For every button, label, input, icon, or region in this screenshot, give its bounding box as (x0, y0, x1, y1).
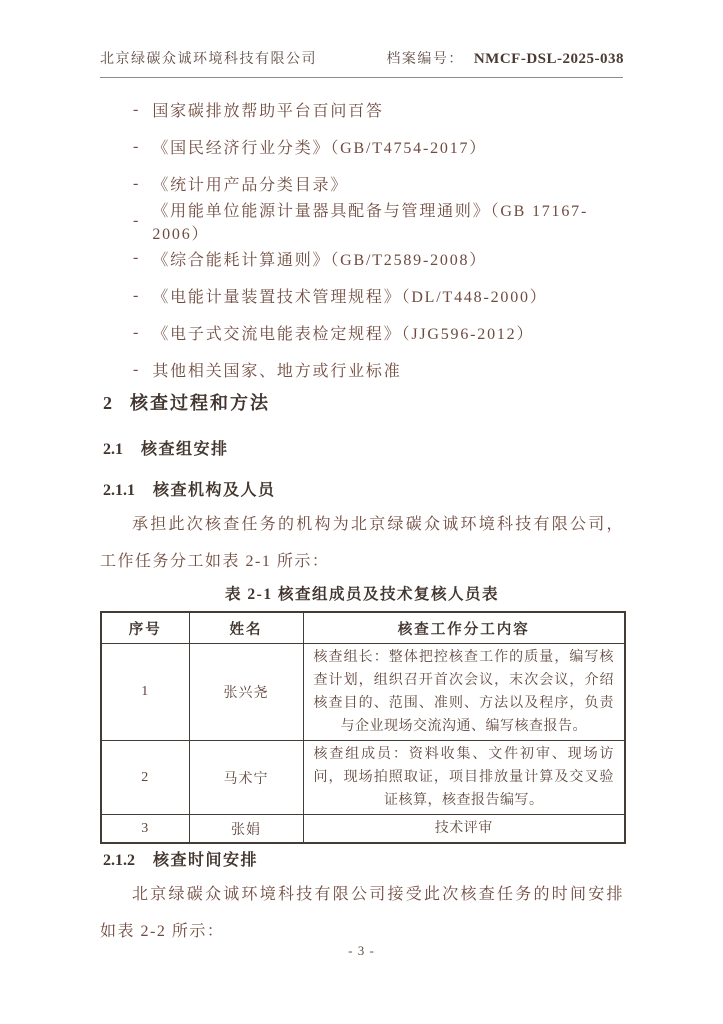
section-heading-2-1-2 (103, 847, 258, 870)
table-row (101, 815, 625, 844)
section-title: 核查组安排 (141, 441, 229, 458)
paragraph-time-line2: 如表 2-2 所示： (100, 923, 225, 940)
verification-team-table (100, 611, 626, 844)
table-caption: 表 2-1 核查组成员及技术复核人员表 (225, 586, 499, 603)
paragraph-org-line2: 工作任务分工如表 2-1 所示： (100, 553, 330, 570)
list-dash-icon: - (133, 249, 139, 267)
header-divider (100, 77, 623, 78)
reference-item (133, 240, 633, 277)
cell-no: 1 (101, 644, 189, 741)
cell-duty: 技术评审 (303, 815, 625, 844)
list-dash-icon: - (133, 212, 139, 230)
column-header-no: 序号 (101, 612, 189, 644)
table-row (101, 741, 625, 815)
reference-item (133, 91, 633, 128)
company-name: 北京绿碳众诚环境科技有限公司 (100, 52, 317, 67)
reference-item-text: 《电能计量装置技术管理规程》（DL/T448-2000） (152, 289, 548, 307)
archive-label: 档案编号： (386, 52, 464, 67)
reference-item-text: 《用能单位能源计量器具配备与管理通则》（GB 17167-2006） (152, 203, 589, 244)
cell-duty: 核查组长：整体把控核查工作的质量，编写核查计划，组织召开首次会议，末次会议，介绍核查目的、范围、准则、方法以及程序，负责与企业现场交流沟通、编写核查报告。 (303, 644, 625, 741)
section-number: 2 (103, 393, 112, 413)
cell-name: 张娟 (189, 815, 303, 844)
list-dash-icon: - (133, 137, 139, 155)
page-header (100, 48, 624, 68)
list-dash-icon: - (133, 100, 139, 118)
section-heading-2-1 (103, 436, 229, 459)
cell-duty: 核查组成员：资料收集、文件初审、现场访问，现场拍照取证，项目排放量计算及交叉验证核算，核查报告编写。 (303, 741, 625, 815)
cell-name: 张兴尧 (189, 644, 303, 741)
reference-item-text: 《统计用产品分类目录》 (152, 177, 349, 195)
column-header-duty: 核查工作分工内容 (303, 612, 625, 644)
list-dash-icon: - (133, 286, 139, 304)
column-header-name: 姓名 (189, 612, 303, 644)
archive-number-group (386, 48, 624, 68)
cell-name: 马术宁 (189, 741, 303, 815)
cell-no: 3 (101, 815, 189, 844)
page-number: - 3 - (348, 943, 375, 958)
list-dash-icon: - (133, 323, 139, 341)
table-header-row (101, 612, 625, 644)
archive-number: NMCF-DSL-2025-038 (473, 51, 624, 67)
section-title: 核查时间安排 (153, 852, 259, 869)
reference-item-text: 其他相关国家、地方或行业标准 (152, 363, 402, 381)
section-number: 2.1.2 (103, 852, 135, 869)
table-row (101, 644, 625, 741)
section-heading-2 (103, 389, 270, 415)
reference-item (133, 203, 633, 244)
section-title: 核查机构及人员 (153, 482, 276, 499)
reference-item-text: 《国民经济行业分类》（GB/T4754-2017） (152, 140, 488, 158)
reference-item (133, 128, 633, 165)
reference-list (133, 91, 633, 389)
section-heading-2-1-1 (103, 477, 276, 500)
section-number: 2.1 (103, 441, 123, 458)
reference-item (133, 314, 633, 351)
reference-item-text: 国家碳排放帮助平台百问百答 (152, 103, 384, 121)
reference-item (133, 165, 633, 202)
section-number: 2.1.1 (103, 482, 135, 499)
paragraph-org-line1: 承担此次核查任务的机构为北京绿碳众诚环境科技有限公司， (132, 516, 624, 533)
section-title: 核查过程和方法 (130, 393, 270, 413)
reference-item-text: 《电子式交流电能表检定规程》（JJG596-2012） (152, 326, 535, 344)
reference-item (133, 351, 633, 388)
list-dash-icon: - (133, 174, 139, 192)
reference-item (133, 277, 633, 314)
reference-item-text: 《综合能耗计算通则》（GB/T2589-2008） (152, 251, 488, 269)
paragraph-time-line1: 北京绿碳众诚环境科技有限公司接受此次核查任务的时间安排 (132, 886, 624, 903)
list-dash-icon: - (133, 360, 139, 378)
cell-no: 2 (101, 741, 189, 815)
